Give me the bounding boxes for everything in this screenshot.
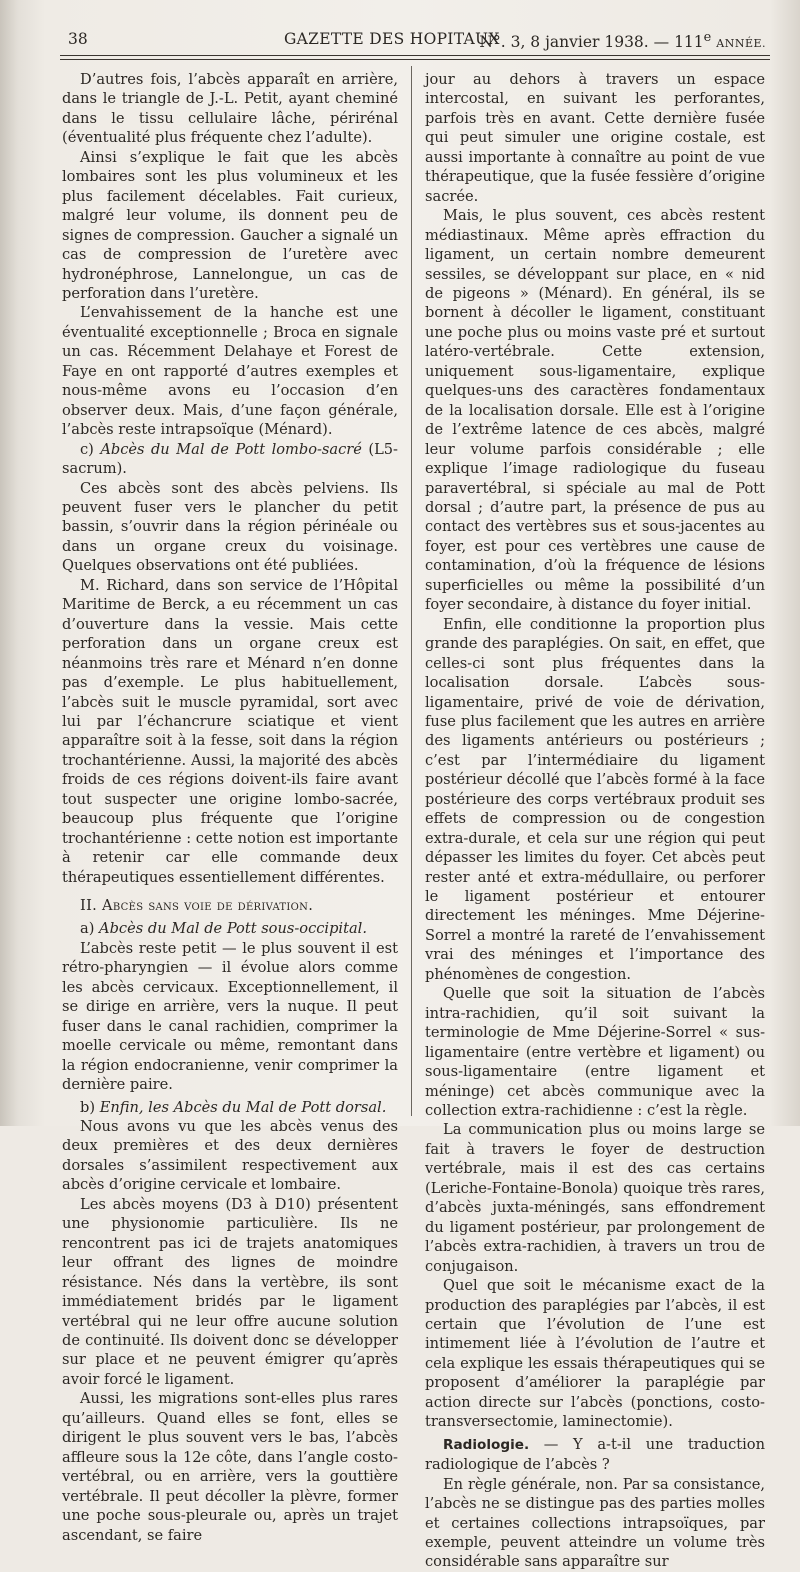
paragraph: D’autres fois, l’abcès apparaît en arrière, dans le triangle de J.-L. Petit, ayant cheminé dans le tissu cellulaire lâche, périrénal (éventualité plus fréquente chez l’adulte). bbox=[62, 71, 398, 147]
paragraph: La communication plus ou moins large se fait à travers le foyer de destruction vertébrale, mais il est des cas certains (Leriche-Fontaine-Bonola) quoique très rares, d’abcès juxta-méningés, sans effondrement du ligament postérieur, par prolongement de l’abcès extra-rachidien, à travers un trou de conjugaison. bbox=[425, 1121, 765, 1275]
radiologie-paragraph bbox=[425, 1435, 765, 1475]
paragraph: En règle générale, non. Par sa consistance, l’abcès ne se distingue pas des parties molles et certaines collections intrapsoïques, par exemple, peuvent atteindre un volume très considérable sans apparaître sur bbox=[425, 1475, 765, 1571]
subsection-title: Enfin, les Abcès du Mal de Pott dorsal. bbox=[99, 1098, 387, 1116]
subsection-letter: c) bbox=[80, 440, 101, 458]
paragraph: L’envahissement de la hanche est une éventualité exceptionnelle ; Broca en signale un cas. Récemment Delahaye et Forest de Faye en ont rapporté d’autres exemples et nous-même avons eu l’occasion d’en observer deux. Mais, d’une façon générale, l’abcès reste intrapsoïque (Ménard). bbox=[62, 304, 398, 439]
paragraph: L’abcès reste petit — le plus souvent il est rétro-pharyngien — il évolue alors comme les abcès cervicaux. Exceptionnellement, il se dirige en arrière, vers la nuque. Il peut fuser dans le canal rachidien, comprimer la moelle cervicale ou même, remontant dans la région endocranienne, venir comprimer la dernière paire. bbox=[62, 939, 398, 1094]
subsection-letter: b) bbox=[80, 1098, 100, 1116]
subsection-heading-a bbox=[62, 919, 398, 938]
paragraph: jour au dehors à travers un espace intercostal, en suivant les perforantes, parfois très en avant. Cette dernière fusée qui peut simuler une origine costale, est aussi importante à connaître au point de vue thérapeutique, que la fusée fessière d’origine sacrée. bbox=[425, 71, 765, 205]
paragraph: Ces abcès sont des abcès pelviens. Ils peuvent fuser vers le plancher du petit bassin, s’ouvrir dans la région périnéale ou dans un organe creux du voisinage. Quelques observations ont été publiées. bbox=[62, 479, 398, 575]
radiologie-heading: Radiologie. bbox=[443, 1436, 530, 1453]
right-column bbox=[425, 70, 765, 1572]
page-header bbox=[62, 30, 766, 58]
paragraph: M. Richard, dans son service de l’Hôpital Maritime de Berck, a eu récemment un cas d’ouverture dans la vessie. Mais cette perforation dans un organe creux est néanmoins très rare et Ménard n’en donne pas d’exemple. Le plus habituellement, l’abcès suit le muscle pyramidal, sort avec lui par l’échancrure sciatique et vient apparaître soit à la fesse, soit dans la région trochantérienne. Aussi, la majorité des abcès froids de ces régions doivent-ils faire avant tout suspecter une origine lombo-sacrée, beaucoup plus fréquente que l’origine trochantérienne : cette notion est importante à retenir car elle commande deux thérapeutiques essentiellement différentes. bbox=[62, 576, 398, 886]
header-rule-bottom bbox=[60, 59, 770, 60]
paragraph: Ainsi s’explique le fait que les abcès lombaires sont les plus volumineux et les plus facilement décelables. Fait curieux, malgré leur volume, ils donnent peu de signes de compression. Gaucher a signalé un cas de compression de l’uretère avec hydronéphrose, Lannelongue, un cas de perforation dans l’uretère. bbox=[62, 148, 398, 302]
issue-date: N°. 3, 8 janvier 1938. — 111 bbox=[479, 33, 704, 52]
subsection-title: Abcès du Mal de Pott lombo-sacré bbox=[100, 440, 362, 458]
page-number: 38 bbox=[68, 30, 88, 48]
paragraph: Nous avons vu que les abcès venus des deux premières et des deux dernières dorsales s’assimilent respectivement aux abcès d’origine cervicale et lombaire. bbox=[62, 1118, 398, 1194]
subsection-heading-b bbox=[62, 1098, 398, 1117]
paragraph: Les abcès moyens (D3 à D10) présentent une physionomie particulière. Ils ne rencontrent pas ici de trajets anatomiques leur offrant des lignes de moindre résistance. Nés dans la vertèbre, ils sont immédiatement bridés par le ligament vertébral qui ne leur offre aucune solution de continuité. Ils doivent donc se développer sur place et ne peuvent émigrer qu’après avoir forcé le ligament. bbox=[62, 1195, 398, 1388]
subsection-suffix: (L5-sacrum). bbox=[62, 440, 398, 478]
paragraph: Quelle que soit la situation de l’abcès intra-rachidien, qu’il soit suivant la terminologie de Mme Déjerine-Sorrel « sus-ligamentaire (entre vertèbre et ligament) ou sous-ligamentaire (entre ligament et méninge) cet abcès communique avec la collection extra-rachidienne : c’est la règle. bbox=[425, 985, 765, 1120]
paragraph: Mais, le plus souvent, ces abcès restent médiastinaux. Même après effraction du ligament, un certain nombre demeurent sessiles, se développant sur place, en « nid de pigeons » (Ménard). En général, ils se bornent à décoller le ligament, constituant une poche plus ou moins vaste pré et surtout latéro-vertébrale. Cette extension, uniquement sous-ligamentaire, explique quelques-uns des caractères fondamentaux de la localisation dorsale. Elle est à l’origine de l’extrême latence de ces abcès, malgré leur volume parfois considérable ; elle explique l’image radiologique du fuseau paravertébral, si spéciale au mal de Pott dorsal ; d’autre part, la présence de pus au contact des vertèbres sus et sous-jacentes au foyer, est pour ces vertèbres une cause de contamination, d’où la fréquence de lésions superficielles ou même la possibilité d’un foyer secondaire, à distance du foyer initial. bbox=[425, 207, 765, 614]
subsection-title: Abcès du Mal de Pott sous-occipital. bbox=[99, 920, 367, 938]
journal-title: GAZETTE DES HOPITAUX bbox=[284, 30, 500, 48]
left-column bbox=[62, 70, 398, 1545]
paragraph: Aussi, les migrations sont-elles plus rares qu’ailleurs. Quand elles se font, elles se dirigent le plus souvent vers le bas, l’abcès affleure sous la 12e côte, dans l’angle costo-vertébral, ou en arrière, vers la gouttière vertébrale. Il peut décoller la plèvre, former une poche sous-pleurale ou, après un trajet ascendant, se faire bbox=[62, 1390, 398, 1544]
subsection-letter: a) bbox=[80, 920, 100, 938]
subsection-heading-c bbox=[62, 440, 398, 479]
header-rule-top bbox=[60, 55, 770, 56]
paragraph: Enfin, elle conditionne la proportion plus grande des paraplégies. On sait, en effet, que celles-ci sont plus fréquentes dans la localisation dorsale. L’abcès sous-ligamentaire, privé de voie de dérivation, fuse plus facilement que les autres en arrière des ligaments antérieurs ou postérieurs ; c’est par l’intermédiaire du ligament postérieur décollé que l’abcès formé à la face postérieure des corps vertébraux produit ses effets de compression ou de congestion extra-durale, et cela sur une région qui peut dépasser les limites du foyer. Cet abcès peut rester anté et extra-médullaire, ou perforer le ligament postérieur et entourer directement les méninges. Mme Déjerine-Sorrel a montré la rareté de l’envahissement vrai des méninges et l’importance des phénomènes de congestion. bbox=[425, 615, 765, 983]
issue-superscript: e bbox=[703, 30, 712, 45]
column-divider bbox=[411, 66, 412, 1116]
annee-label: ANNÉE. bbox=[716, 37, 766, 51]
issue-info bbox=[479, 30, 766, 51]
paragraph: Quel que soit le mécanisme exact de la production des paraplégies par l’abcès, il est certain que l’évolution de l’une est intimement liée à l’évolution de l’autre et cela explique les essais thérapeutiques qui se proposent d’améliorer la paraplégie par action directe sur l’abcès (ponctions, costo-transversectomie, laminectomie). bbox=[425, 1277, 765, 1431]
radiologie-question: — Y a-t-il une traduction radiologique de l’abcès ? bbox=[425, 1435, 765, 1474]
section-heading: II. Abcès sans voie de dérivation. bbox=[80, 897, 314, 915]
